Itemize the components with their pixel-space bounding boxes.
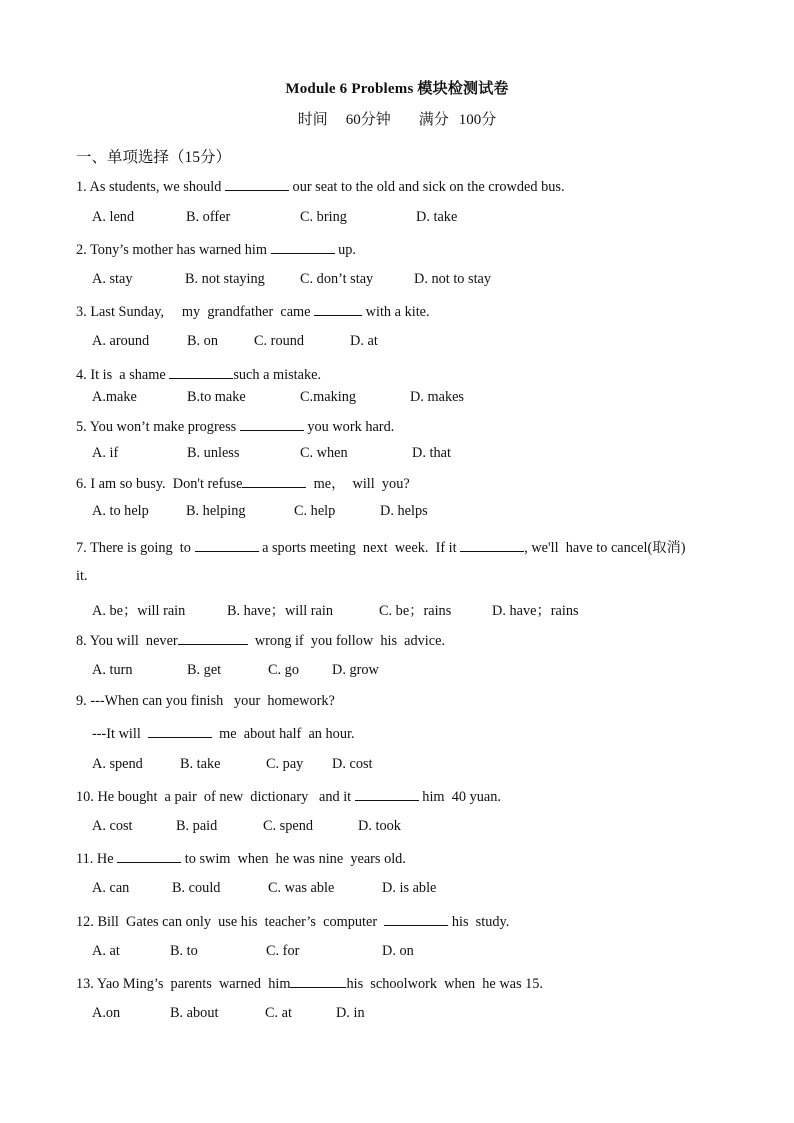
option-d[interactable]: D. at: [350, 333, 378, 349]
question-text: with a kite.: [362, 304, 430, 320]
question-7-continued: it.: [76, 568, 88, 584]
option-b[interactable]: B. get: [187, 662, 222, 678]
question-10: [76, 787, 501, 806]
answer-blank[interactable]: [290, 974, 346, 988]
question-text: wrong if you follow his advice.: [247, 633, 446, 649]
question-number: 2.: [76, 242, 87, 258]
score-label: 满分: [418, 112, 449, 128]
option-a[interactable]: A. can: [92, 880, 130, 896]
answer-blank[interactable]: [169, 365, 233, 379]
question-text: , we'll have to cancel(取消): [524, 540, 686, 556]
answer-blank[interactable]: [355, 787, 419, 801]
question-text: his schoolwork when he was 15.: [346, 976, 544, 992]
option-a[interactable]: A.make: [92, 389, 137, 405]
option-d[interactable]: D. on: [382, 943, 414, 959]
option-d[interactable]: D. makes: [410, 389, 464, 405]
option-a[interactable]: A. around: [92, 333, 150, 349]
section-heading: 一、单项选择（15分）: [76, 149, 232, 166]
option-d[interactable]: D. in: [336, 1005, 365, 1021]
question-number: 3.: [76, 304, 87, 320]
question-text: a sports meeting next week. If it: [258, 540, 461, 556]
exam-info: [0, 108, 794, 129]
answer-blank[interactable]: [240, 417, 304, 431]
option-c[interactable]: C. pay: [266, 756, 304, 772]
question-number: 4.: [76, 367, 87, 383]
answer-blank[interactable]: [195, 538, 259, 552]
question-4: [76, 365, 321, 384]
option-d[interactable]: D. cost: [332, 756, 373, 772]
question-text: him 40 yuan.: [418, 789, 501, 805]
question-9-line2: [92, 724, 355, 743]
option-c[interactable]: C. when: [300, 445, 348, 461]
option-d[interactable]: D. grow: [332, 662, 379, 678]
answer-blank[interactable]: [271, 240, 335, 254]
question-number: 7.: [76, 540, 87, 556]
question-text: to swim when he was nine years old.: [181, 851, 406, 867]
question-text: Bill Gates can only use his teacher’s computer: [97, 914, 385, 930]
option-a[interactable]: A. turn: [92, 662, 133, 678]
option-b[interactable]: B. to: [170, 943, 198, 959]
answer-blank[interactable]: [148, 724, 212, 738]
option-b[interactable]: B. offer: [186, 209, 231, 225]
question-12: [76, 912, 509, 931]
option-b[interactable]: B. have；will rain: [227, 603, 334, 619]
option-c[interactable]: C. at: [265, 1005, 293, 1021]
question-2: [76, 240, 356, 259]
option-b[interactable]: B. paid: [176, 818, 218, 834]
question-number: 5.: [76, 419, 87, 435]
option-a[interactable]: A. cost: [92, 818, 133, 834]
answer-blank[interactable]: [384, 912, 448, 926]
answer-blank[interactable]: [178, 631, 248, 645]
question-7: [76, 537, 686, 557]
option-b[interactable]: B. unless: [187, 445, 240, 461]
question-number: 12.: [76, 914, 94, 930]
question-text: Yao Ming’s parents warned him: [96, 976, 291, 992]
question-text: Tony’s mother has warned him: [90, 242, 271, 258]
option-c[interactable]: C. spend: [263, 818, 314, 834]
option-a[interactable]: A. if: [92, 445, 119, 461]
question-8: [76, 631, 445, 650]
question-1: [76, 177, 565, 196]
question-text: He: [96, 851, 118, 867]
option-a[interactable]: A. be；will rain: [92, 603, 186, 619]
question-number: 6.: [76, 476, 87, 492]
option-c[interactable]: C. help: [294, 503, 336, 519]
option-a[interactable]: A.on: [92, 1005, 121, 1021]
option-b[interactable]: B. could: [172, 880, 221, 896]
option-c[interactable]: C.making: [300, 389, 356, 405]
answer-blank[interactable]: [460, 538, 524, 552]
question-text: As students, we should: [89, 179, 225, 195]
option-c[interactable]: C. round: [254, 333, 305, 349]
question-text: You will never: [89, 633, 178, 649]
question-text: I am so busy. Don't refuse: [90, 476, 243, 492]
question-text: me about half an hour.: [211, 726, 355, 742]
question-number: 9.: [76, 693, 87, 709]
question-text: ---It will: [92, 726, 148, 742]
option-b[interactable]: B. about: [170, 1005, 219, 1021]
question-text: you work hard.: [303, 419, 395, 435]
option-c[interactable]: C. was able: [268, 880, 335, 896]
question-text: You won’t make progress: [89, 419, 240, 435]
answer-blank[interactable]: [314, 302, 362, 316]
time-value: 60分钟: [345, 112, 391, 128]
option-b[interactable]: B.to make: [187, 389, 246, 405]
option-d[interactable]: D. have；rains: [492, 603, 579, 619]
option-d[interactable]: D. took: [358, 818, 401, 834]
option-d[interactable]: D. is able: [382, 880, 437, 896]
question-9: [76, 693, 335, 710]
question-text: There is going to: [90, 540, 195, 556]
question-number: 10.: [76, 789, 94, 805]
question-text: me， will you?: [306, 476, 410, 492]
question-6: [76, 473, 410, 493]
option-c[interactable]: C. be；rains: [379, 603, 452, 619]
option-c[interactable]: C. for: [266, 943, 300, 959]
score-value: 100分: [458, 112, 497, 128]
question-11: [76, 849, 406, 868]
option-b[interactable]: B. on: [187, 333, 218, 349]
question-3: [76, 302, 430, 321]
question-13: [76, 974, 543, 993]
time-label: 时间: [297, 112, 328, 128]
option-b[interactable]: B. helping: [186, 503, 246, 519]
question-5: [76, 417, 394, 436]
question-text: He bought a pair of new dictionary and it: [97, 789, 355, 805]
option-c[interactable]: C. don’t stay: [300, 271, 374, 287]
option-a[interactable]: A. at: [92, 943, 120, 959]
option-b[interactable]: B. not staying: [185, 271, 265, 287]
answer-blank[interactable]: [225, 177, 289, 191]
option-a[interactable]: A. stay: [92, 271, 133, 287]
option-d[interactable]: D. take: [416, 209, 458, 225]
question-text: Last Sunday, my grandfather came: [90, 304, 315, 320]
option-c[interactable]: C. bring: [300, 209, 347, 225]
option-d[interactable]: D. not to stay: [414, 271, 492, 287]
option-d[interactable]: D. helps: [380, 503, 428, 519]
question-text: It is a shame: [90, 367, 170, 383]
question-text: ---When can you finish your homework?: [90, 693, 335, 709]
option-d[interactable]: D. that: [412, 445, 451, 461]
question-number: 13.: [76, 976, 94, 992]
answer-blank[interactable]: [117, 849, 181, 863]
question-text: such a mistake.: [233, 367, 322, 383]
answer-blank[interactable]: [242, 474, 306, 488]
option-a[interactable]: A. to help: [92, 503, 149, 519]
option-a[interactable]: A. lend: [92, 209, 135, 225]
question-number: 11.: [76, 851, 94, 867]
option-c[interactable]: C. go: [268, 662, 299, 678]
question-number: 8.: [76, 633, 87, 649]
question-number: 1.: [76, 179, 87, 195]
option-b[interactable]: B. take: [180, 756, 221, 772]
option-a[interactable]: A. spend: [92, 756, 143, 772]
question-text: our seat to the old and sick on the crowded bus.: [288, 179, 565, 195]
page-title: Module 6 Problems 模块检测试卷: [285, 81, 509, 97]
question-text: up.: [334, 242, 356, 258]
question-text: his study.: [448, 914, 510, 930]
